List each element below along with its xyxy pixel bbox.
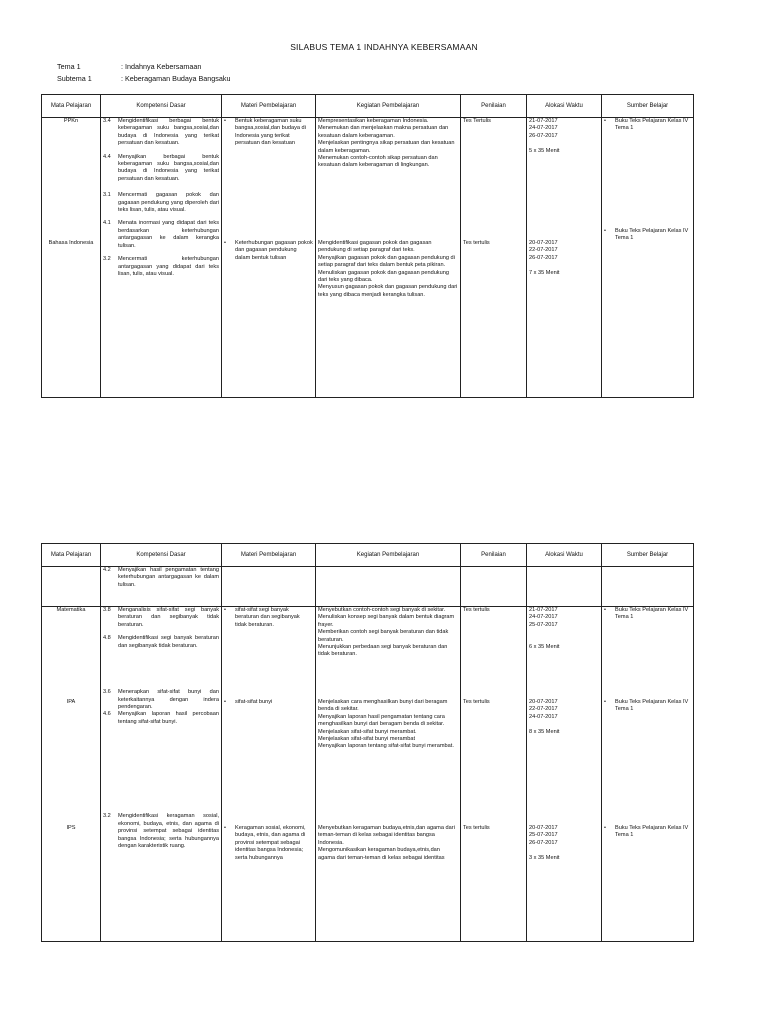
syllabus-table-1: [41, 94, 694, 398]
subject-cell: [42, 118, 101, 398]
materi-item: • Keterhubungan gagasan pokok dan gagasan pendukung dalam bentuk tulisan: [224, 240, 313, 261]
kd-item: 4.1 Menata inormasi yang didapat dari teks berdasarkan keterhubungan antargagasan ke dalam kerangka tulisan.: [103, 220, 219, 249]
penilaian-text: Tes tertulis: [463, 825, 490, 831]
kegiatan-cell: [316, 607, 461, 942]
subtema-value: : Keberagaman Budaya Bangsaku: [121, 74, 231, 83]
kegiatan-text: Mengidentifikasi gagasan pokok dan gagasan pendukung di setiap paragraf dari teks. Menyajikan gagasan pokok dan gagasan pendukung di setiap paragraf dari teks dalam bentuk peta pikiran. Menuliskan gagasan pokok dan gagasan pendukung dari teks yang dibaca. Menyusun gagasan pokok dan gagasan pendukung dari teks yang dibaca menjadi kerangka tulisan.: [318, 240, 458, 298]
penilaian-text: Tes Tertulis: [463, 118, 491, 124]
alokasi-text: 20-07-2017 22-07-2017 26-07-2017 7 x 35 Menit: [529, 240, 560, 276]
alokasi-cell: [527, 607, 602, 942]
materi-cell: [222, 118, 316, 398]
header-sumber: Sumber Belajar: [602, 95, 694, 118]
kegiatan-text: Menyebutkan keragaman budaya,etnis,dan agama dari teman-teman di kelas sebagai identitas bangsa Indonesia. Mengomunikasikan keragaman budaya,etnis,dan agama dari teman-teman di kelas sebagai identitas: [318, 825, 455, 861]
penilaian-cell: [461, 607, 527, 942]
subject-ipa: IPA: [66, 699, 76, 705]
header-penilaian: Penilaian: [461, 544, 527, 567]
subtema-line: [57, 74, 231, 83]
kd-item: 3.8 Menganalisis sifat-sifat segi banyak beraturan dan segibanyak tidak beraturan.: [103, 607, 219, 628]
kd-cell: [101, 567, 222, 607]
alokasi-text: 21-07-2017 24-07-2017 26-07-2017 5 x 35 Menit: [529, 118, 560, 154]
penilaian-cell: [461, 118, 527, 398]
penilaian-text: Tes tertulis: [463, 607, 490, 613]
header-sumber: Sumber Belajar: [602, 544, 694, 567]
kd-item: 3.2 Mengidentifikasi keragaman sosial, ekonomi, budaya, etnis, dan agama di provinsi setempat sebagai identitas bangsa Indonesia; serta hubungannya dengan karakteristik ruang.: [103, 813, 219, 850]
header-kd: Kompetensi Dasar: [101, 95, 222, 118]
header-kegiatan: Kegiatan Pembelajaran: [316, 544, 461, 567]
sumber-cell: [602, 607, 694, 942]
kd-cell: [101, 607, 222, 942]
header-mapel: Mata Pelajaran: [42, 544, 101, 567]
subtema-label: Subtema 1: [57, 74, 92, 83]
tema-value: : Indahnya Kebersamaan: [121, 62, 202, 71]
materi-item: • sifat-sifat bunyi: [224, 699, 273, 705]
header-kd: Kompetensi Dasar: [101, 544, 222, 567]
kd-item: 3.4 Mengidentifikasi berbagai bentuk keberagaman suku bangsa,sosial,dan budaya di Indonesia yang terikat persatuan dan kesatuan.: [103, 118, 219, 147]
kegiatan-text: Menjelaskan cara menghasilkan bunyi dari beragam benda di sekitar. Menyajikan laporan hasil pengamatan tentang cara menghasilkan bunyi dari beragam benda di sekitar. Menjelaskan sifat-sifat bunyi merambat. Menjelaskan sifat-sifat bunyi merambat Menyajikan laporan tentang sifat-sifat bunyi merambat.: [318, 699, 454, 750]
kd-item: 3.6 Menerapkan sifat-sifat bunyi dan keterkaitannya dengan indera pendengaran.: [103, 689, 219, 711]
sumber-item: • Buku Teks Pelajaran Kelas IV Tema 1: [604, 607, 689, 621]
alokasi-cell: [527, 118, 602, 398]
materi-item: • sifat-sifat segi banyak beraturan dan segibanyak tidak beraturan.: [224, 607, 300, 628]
materi-item: • Bentuk keberagaman suku bangsa,sosial,dan budaya di Indonesia yang terikat persatuan dan kesatuan: [224, 118, 306, 147]
table-row: [42, 567, 694, 607]
alokasi-text: 20-07-2017 25-07-2017 26-07-2017 3 x 35 Menit: [529, 825, 560, 861]
alokasi-text: 20-07-2017 22-07-2017 24-07-2017 8 x 35 Menit: [529, 699, 560, 735]
kd-item: 3.1 Mencermati gagasan pokok dan gagasan pendukung yang diperoleh dari teks lisan, tulis, atau visual.: [103, 192, 219, 214]
sumber-cell: [602, 118, 694, 398]
subject-matematika: Matematika: [56, 607, 86, 613]
header-kegiatan: Kegiatan Pembelajaran: [316, 95, 461, 118]
table-row: [42, 118, 694, 398]
kegiatan-text: Menyebutkan contoh-contoh segi banyak di sekitar. Menuliskan konsep segi banyak dalam bentuk diagram frayer. Memberikan contoh segi banyak beraturan dan tidak beraturan. Menunjukkan perbedaan segi banyak beraturan dan tidak beraturan.: [318, 607, 455, 658]
tema-line: [57, 62, 201, 71]
sumber-item: • Buku Teks Pelajaran Kelas IV Tema 1: [604, 699, 689, 713]
kd-item: 3.2 Mencermati keterhubungan antargagasan yang didapat dari teks lisan, tulis, atau visual.: [103, 256, 219, 277]
subject-bahasa-indonesia: Bahasa Indonesia: [48, 240, 94, 246]
alokasi-text: 21-07-2017 24-07-2017 25-07-2017 6 x 35 Menit: [529, 607, 560, 651]
kd-item: 4.4 Menyajikan berbagai bentuk keberagaman suku bangsa,sosial,dan budaya di Indonesia yang terikat persatuan dan kesatuan.: [103, 153, 219, 182]
penilaian-text: Tes tertulis: [463, 240, 490, 246]
kegiatan-text: Mempresentasikan keberagaman Indonesia. Menemukan dan menjelaskan makna persatuan dan kesatuan dalam keberagaman. Menjelaskan pentingnya sikap persatuan dan kesatuan dalam keberagaman. Menemukan contoh-contoh sikap persatuan dan kesatuan dalam keberagaman di lingkungan.: [318, 118, 455, 169]
header-alokasi: Alokasi Waktu: [527, 95, 602, 118]
header-alokasi: Alokasi Waktu: [527, 544, 602, 567]
header-mapel: Mata Pelajaran: [42, 95, 101, 118]
table-row: [42, 607, 694, 942]
document-title: SILABUS TEMA 1 INDAHNYA KEBERSAMAAN: [290, 42, 478, 52]
header-materi: Materi Pembelajaran: [222, 544, 316, 567]
tema-label: Tema 1: [57, 62, 81, 71]
kd-item: 4.2 Menyajikan hasil pengamatan tentang keterhubungan antargagasan ke dalam tulisan.: [103, 567, 219, 588]
kegiatan-cell: [316, 118, 461, 398]
materi-cell: [222, 607, 316, 942]
table-header-row: [42, 95, 694, 118]
kd-item: 4.6 Menyajikan laporan hasil percobaan tentang sifat-sifat bunyi.: [103, 711, 219, 725]
header-materi: Materi Pembelajaran: [222, 95, 316, 118]
kd-cell: [101, 118, 222, 398]
header-penilaian: Penilaian: [461, 95, 527, 118]
subject-cell: [42, 607, 101, 942]
sumber-item: • Buku Teks Pelajaran Kelas IV Tema 1: [604, 825, 689, 839]
subject-ips: IPS: [66, 825, 76, 831]
sumber-item: • Buku Teks Pelajaran Kelas IV Tema 1: [604, 228, 689, 242]
sumber-item: • Buku Teks Pelajaran Kelas IV Tema 1: [604, 118, 689, 132]
materi-item: • Keragaman sosial, ekonomi, budaya, etnis, dan agama di provinsi setempat sebagai identitas bangsa Indonesia; serta hubungannya: [224, 825, 306, 861]
syllabus-table-2: [41, 543, 694, 942]
kd-item: 4.8 Mengidentifikasi segi banyak beraturan dan segibanyak tidak beraturan.: [103, 635, 219, 649]
table-header-row: [42, 544, 694, 567]
penilaian-text: Tes tertulis: [463, 699, 490, 705]
subject-ppkn: PPKn: [63, 118, 79, 124]
